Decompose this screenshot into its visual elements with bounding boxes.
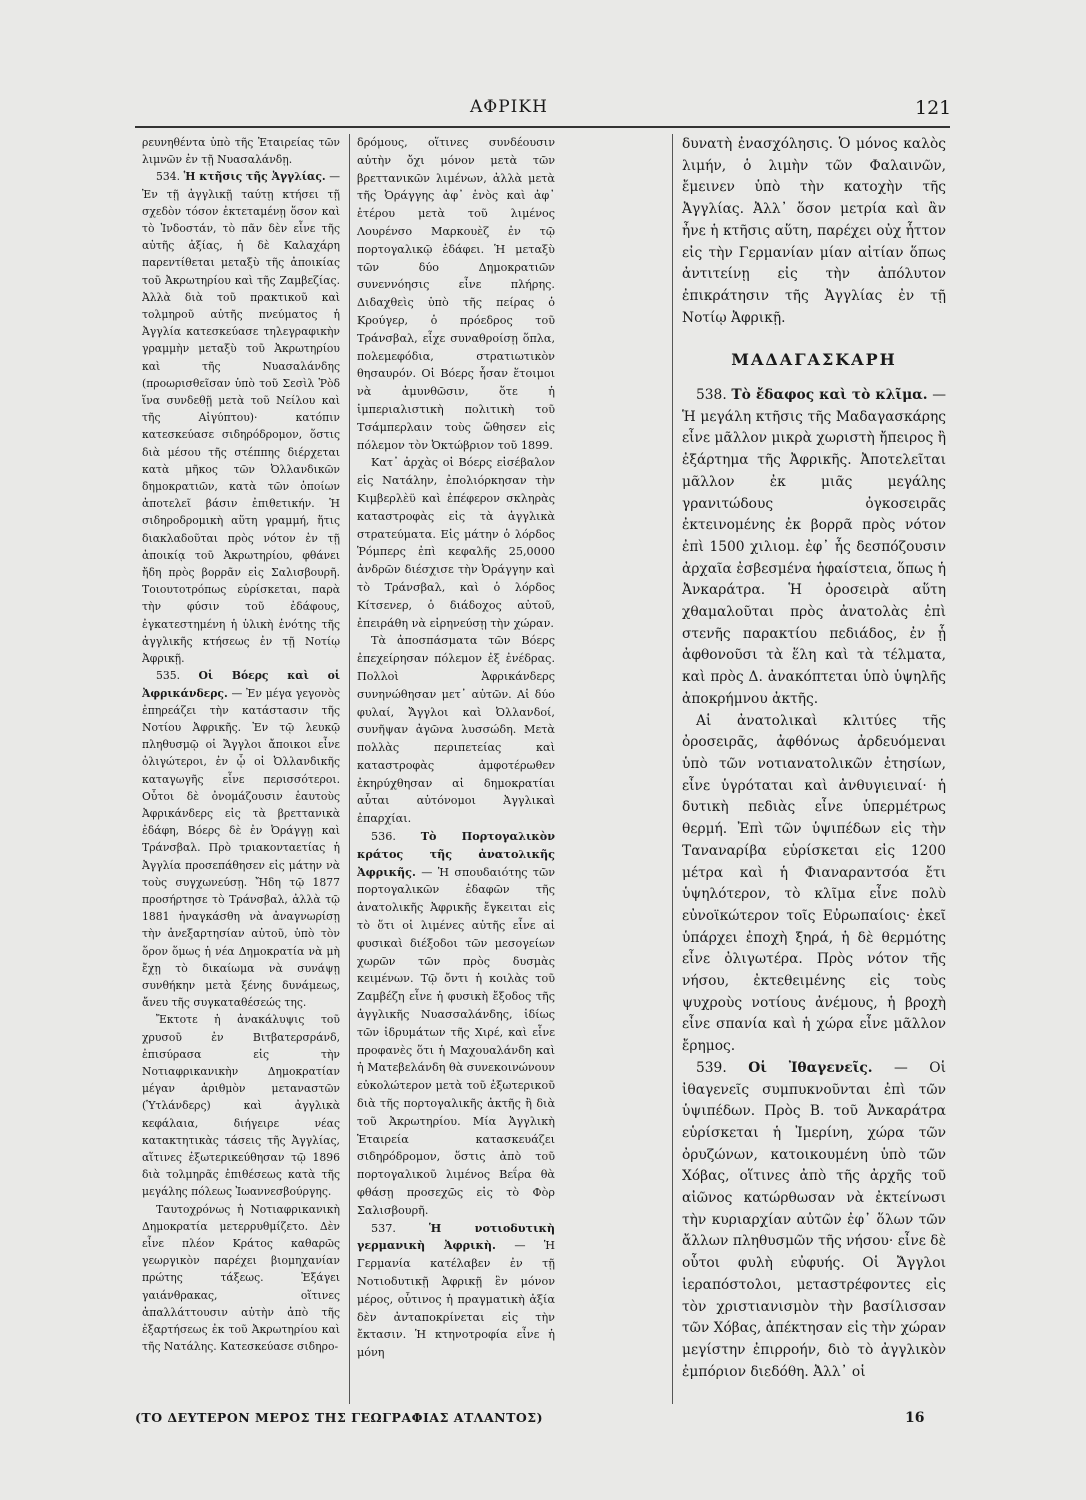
section-535 bbox=[142, 667, 340, 1011]
column-divider bbox=[349, 134, 350, 1404]
section-title: Ἡ κτῆσις τῆς Ἀγγλίας. bbox=[183, 170, 326, 184]
paragraph: Ἔκτοτε ἡ ἀνακάλυψις τοῦ χρυσοῦ ἐν Βιτβατερσράνδ, ἐπισύρασα εἰς τὴν Νοτιαφρικανικὴν Δημοκρατίαν μέγαν ἀριθμὸν μεταναστῶν (Ὑτλάνδερς) καὶ ἀγγλικὰ κεφάλαια, διήγειρε νέας κατακτητικὰς τάσεις τῆς Ἀγγλίας, αἵτινες ἐξωτερικεύθησαν τῷ 1896 διὰ τολμηρᾶς ἐπιθέσεως κατὰ τῆς μεγάλης πόλεως Ἰωαννεσβούργης. bbox=[142, 1013, 340, 1199]
running-head bbox=[0, 97, 1086, 123]
column-divider bbox=[672, 134, 673, 1404]
section-536 bbox=[357, 828, 555, 1220]
page-footer bbox=[135, 1410, 950, 1432]
paragraph: Αἱ ἀνατολικαὶ κλιτύες τῆς ὀροσειρᾶς, ἀφθόνως ἀρδευόμεναι ὑπὸ τῶν νοτιανατολικῶν ἐτησίων, εἶνε ὑγρόταται καὶ ἀνθυγιειναί· ἡ δυτικὴ πεδιὰς εἶνε ὑπερμέτρως θερμή. Ἐπὶ τῶν ὑψιπέδων εἰς τὴν Ταναναρίβα εὑρίσκεται εἰς 1200 μέτρα καὶ ἡ Φιαναραντσόα ἔτι ὑψηλότερον, τὸ κλῖμα εἶνε πολὺ εὐνοϊκώτερον τοῖς Εὐρωπαίοις· ἐκεῖ ὑπάρχει ἐποχὴ ξηρά, ἡ δὲ θερμότης εἶνε ὀλιγωτέρα. Πρὸς νότον τῆς νήσου, ἐκτεθειμένης εἰς τοὺς ψυχροὺς νοτίους ἀνέμους, ἡ βροχὴ εἶνε σπανία καὶ ἡ χώρα εἶνε μᾶλλον ἔρημος. bbox=[682, 712, 946, 1055]
section-text: — Ἐν τῇ ἀγγλικῇ ταύτῃ κτήσει τῇ σχεδὸν τόσον ἐκτεταμένῃ ὅσον καὶ τὸ Ἰνδοστάν, τὸ πᾶν δὲν εἶνε τῆς αὐτῆς ἀξίας, ἡ δὲ Καλαχάρη παρεντίθεται μεταξὺ τῆς ἀποικίας τοῦ Ἀκρωτηρίου καὶ τῆς Ζαμβεζίας. Ἀλλὰ διὰ τοῦ πρακτικοῦ καὶ τολμηροῦ αὐτῆς πνεύματος ἡ Ἀγγλία κατεσκεύασε τηλεγραφικὴν γραμμὴν μεταξὺ τοῦ Ἀκρωτηρίου καὶ τῆς Νυασαλάνδης (προωρισθεῖσαν ὑπὸ τοῦ Σεσὶλ Ῥὸδ ἵνα συνδεθῇ μετὰ τοῦ Νείλου καὶ τῆς Αἰγύπτου)· κατόπιν κατεσκεύασε σιδηρόδρομον, ὅστις διὰ μέσου τῆς στέππης διέρχεται κατὰ μῆκος τῶν Ὀλλανδικῶν δημοκρατιῶν, κατὰ τῶν ὁποίων ἀποτελεῖ βάσιν ἐπιθετικήν. Ἡ σιδηροδρομικὴ αὕτη γραμμή, ἥτις διακλαδοῦται πρὸς νότον ἐν τῇ ἀποικίᾳ τοῦ Ἀκρωτηρίου, φθάνει ἤδη πρὸς βορρᾶν εἰς Σαλισβουρῆ. Τοιουτοτρόπως εὑρίσκεται, παρὰ τὴν φύσιν τοῦ ἐδάφους, ἐγκατεστημένη ἡ ὑλικὴ ἑνότης τῆς ἀγγλικῆς κτήσεως ἐν τῇ Νοτίῳ Ἀφρικῇ. bbox=[142, 170, 340, 666]
section-text: — Ἡ σπουδαιότης τῶν πορτογαλικῶν ἐδαφῶν τῆς ἀνατολικῆς Ἀφρικῆς ἔγκειται εἰς τὸ ὅτι οἱ λιμένες αὐτῆς εἶνε αἱ φυσικαὶ διέξοδοι τῶν μεσογείων χωρῶν τῶν πρὸς δυσμὰς κειμένων. Τῷ ὄντι ἡ κοιλὰς τοῦ Ζαμβέζη εἶνε ἡ φυσικὴ ἔξοδος τῆς ἀγγλικῆς Νυασσαλάνδης, ἰδίως τῶν ἱδρυμάτων τῆς Χιρέ, καὶ εἶνε προφανὲς ὅτι ἡ Μαχουαλάνδη καὶ ἡ Ματεβελάνδη θὰ συνεκοινώνουν εὐκολώτερον μετὰ τοῦ ἐξωτερικοῦ διὰ τῆς πορτογαλικῆς ἀκτῆς ἢ διὰ τοῦ Ἀκρωτηρίου. Μία Ἀγγλικὴ Ἑταιρεία κατασκευάζει σιδηρόδρομον, ὅστις ἀπὸ τοῦ πορτογαλικοῦ λιμένος Βεΐρα θὰ φθάσῃ προσεχῶς εἰς τὸ Φὸρ Σαλισβουρῆ. bbox=[357, 865, 556, 1217]
section-number: 537. bbox=[371, 1221, 396, 1235]
signature-mark: 16 bbox=[905, 1410, 925, 1426]
section-title: Ἡ νοτιοδυτικὴ γερμανικὴ Ἀφρικὴ. bbox=[357, 1220, 555, 1253]
section-text: — Ἡ Γερμανία κατέλαβεν ἐν τῇ Νοτιοδυτικῇ Ἀφρικῇ ἓν μόνον μέρος, οὗτινος ἡ πραγματικὴ ἀξία δὲν ἀνταποκρίνεται εἰς τὴν ἔκτασιν. Ἡ κτηνοτροφία εἶνε ἡ μόνη bbox=[357, 1239, 555, 1360]
section-number: 538. bbox=[696, 387, 727, 404]
section-number: 539. bbox=[696, 1059, 727, 1076]
column-3 bbox=[682, 134, 946, 1383]
section-534 bbox=[142, 168, 340, 667]
paragraph: Ταυτοχρόνως ἡ Νοτιαφρικανικὴ Δημοκρατία μετερρυθμίζετο. Δὲν εἶνε πλέον Κράτος καθαρῶς γεωργικὸν παρέχει βιομηχανίαν πρώτης τάξεως. Ἐξάγει γαιάνθρακας, οἵτινες ἀπαλλάττουσιν αὐτὴν ἀπὸ τῆς ἐξαρτήσεως ἐκ τοῦ Ἀκρωτηρίου καὶ τῆς Νατάλης. Κατεσκεύασε σιδηρο- bbox=[142, 1202, 340, 1354]
footer-note: (ΤΟ ΔΕΥΤΕΡΟΝ ΜΕΡΟΣ ΤΗΣ ΓΕΩΓΡΑΦΙΑΣ ΑΤΛΑΝΤΟΣ) bbox=[135, 1410, 544, 1425]
section-title: Τὸ Πορτογαλικὸν κράτος τῆς ἀνατολικῆς Ἀφρικῆς. bbox=[357, 829, 555, 879]
running-title: ΑΦΡΙΚΗ bbox=[470, 97, 548, 117]
section-title: Οἱ Βόερς καὶ οἱ Ἀφρικάνδερς. bbox=[142, 669, 341, 700]
section-539 bbox=[682, 1058, 946, 1384]
section-text: — Ἡ μεγάλη κτῆσις τῆς Μαδαγασκάρης εἶνε μᾶλλον μικρὰ χωριστὴ ἤπειρος ἢ ἐξάρτημα τῆς Ἀφρικῆς. Ἀποτελεῖται μᾶλλον ἐκ μιᾶς μεγάλης γρανιτώδους ὀγκοσειρᾶς ἐκτεινομένης ἐκ βορρᾶ πρὸς νότον ἐπὶ 1500 χιλιομ. ἐφ᾽ ἧς δεσπόζουσιν ἀρχαῖα ἐσβεσμένα ἡφαίστεια, ὅπως ἡ Ἀνκαράτρα. Ἡ ὀροσειρὰ αὕτη χθαμαλοῦται πρὸς ἀνατολὰς ἐπὶ στενῆς παρακτίου πεδιάδος, ἐν ᾗ ἀφθονοῦσι τὰ ἕλη καὶ τὰ τέλματα, καὶ πρὸς Δ. ἀνακόπτεται ὑπὸ ὑψηλῆς ἀποκρήμνου ἀκτῆς. bbox=[682, 387, 947, 707]
column-2 bbox=[357, 134, 555, 1362]
chapter-subheading: ΜΑΔΑΓΑΣΚΑΡΗ bbox=[731, 350, 897, 370]
header-rule bbox=[135, 126, 950, 128]
page-number: 121 bbox=[915, 97, 952, 119]
paragraph: δυνατὴ ἐνασχόλησις. Ὁ μόνος καλὸς λιμήν, ὁ λιμὴν τῶν Φαλαινῶν, ἔμεινεν ὑπὸ τὴν κατοχὴν τῆς Ἀγγλίας. Ἀλλ᾽ ὅσον μετρία καὶ ἂν ἦνε ἡ κτῆσις αὕτη, παρέχει οὐχ ἧττον εἰς τὴν Γερμανίαν μίαν αἰτίαν ὅπως ἀντιτείνῃ εἰς τὴν ἀπόλυτον ἐπικράτησιν τῆς Ἀγγλίας ἐν τῇ Νοτίῳ Ἀφρικῇ. bbox=[682, 136, 946, 326]
paragraph: Τὰ ἀποσπάσματα τῶν Βόερς ἐπεχείρησαν πόλεμον ἐξ ἐνέδρας. Πολλοὶ Ἀφρικάνδερς συνηνώθησαν μετ᾽ αὐτῶν. Αἱ δύο φυλαί, Ἄγγλοι καὶ Ὀλλανδοί, συνῆψαν ἀγῶνα λυσσώδη. Μετὰ πολλὰς περιπετείας καὶ καταστροφὰς ἀμφοτέρωθεν ἐκηρύχθησαν αἱ δημοκρατίαι αὗται αὐτόνομοι Ἀγγλικαὶ ἐπαρχίαι. bbox=[357, 634, 555, 826]
column-1 bbox=[142, 134, 340, 1355]
section-number: 535. bbox=[156, 669, 181, 683]
section-538 bbox=[682, 385, 946, 711]
paragraph: ρευνηθέντα ὑπὸ τῆς Ἑταιρείας τῶν λιμνῶν ἐν τῇ Νυασαλάνδῃ. bbox=[142, 136, 340, 167]
section-number: 534. bbox=[156, 170, 181, 184]
section-number: 536. bbox=[371, 830, 396, 844]
section-title: Οἱ Ἰθαγενεῖς. bbox=[748, 1059, 873, 1076]
section-537 bbox=[357, 1220, 555, 1362]
paragraph: Κατ᾽ ἀρχὰς οἱ Βόερς εἰσέβαλον εἰς Νατάλην, ἐπολιόρκησαν τὴν Κιμβερλὲϋ καὶ ἐπέφερον σκληρὰς καταστροφὰς εἰς τὰ ἀγγλικὰ στρατεύματα. Εἰς μάτην ὁ λόρδος Ῥόμπερς ἐπὶ κεφαλῆς 25,0000 ἀνδρῶν διέσχισε τὴν Ὀράγγην καὶ τὸ Τράνσβαλ, καὶ ὁ λόρδος Κίτσενερ, ὁ διάδοχος αὐτοῦ, ἐπειράθη νὰ εἰρηνεύσῃ τὴν χώραν. bbox=[357, 456, 555, 630]
section-title: Τὸ ἔδαφος καὶ τὸ κλῖμα. bbox=[731, 387, 928, 404]
section-text: — Ἐν μέγα γεγονὸς ἐπηρεάζει τὴν κατάστασιν τῆς Νοτίου Ἀφρικῆς. Ἐν τῷ λευκῷ πληθυσμῷ οἱ Ἄγγλοι ἄποικοι εἶνε ὀλιγώτεροι, ἐν ᾧ οἱ Ὀλλανδικῆς καταγωγῆς εἶνε περισσότεροι. Οὗτοι δὲ ὀνομάζουσιν ἑαυτοὺς Ἀφρικάνδερς εἰς τὰ βρεττανικὰ ἐδάφη, Βόερς δὲ ἐν Ὀράγγῃ καὶ Τράνσβαλ. Πρὸ τριακονταετίας ἡ Ἀγγλία προσεπάθησεν εἰς μάτην νὰ τοὺς συγχωνεύσῃ. Ἤδη τῷ 1877 προσήρτησε τὸ Τράνσβαλ, ἀλλὰ τῷ 1881 ἠναγκάσθη νὰ ἀναγνωρίσῃ τὴν ἀνεξαρτησίαν αὐτοῦ, ὑπὸ τὸν ὅρον ὅμως ἡ νέα Δημοκρατία νὰ μὴ ἔχῃ τὸ δικαίωμα νὰ συνάψῃ συνθήκην μετὰ ξένης δυνάμεως, ἄνευ τῆς συγκαταθέσεώς της. bbox=[142, 686, 340, 1010]
section-text: — Οἱ ἰθαγενεῖς συμπυκνοῦνται ἐπὶ τῶν ὑψιπέδων. Πρὸς Β. τοῦ Ἀνκαράτρα εὑρίσκεται ἡ Ἰμερίνη, χώρα τῶν ὀρυζώνων, κατοικουμένη ὑπὸ τῶν Χόβας, οἵτινες ἀπὸ τῆς ἀρχῆς τοῦ αἰῶνος κατώρθωσαν νὰ ἐκτείνωσι τὴν κυριαρχίαν αὐτῶν ἐφ᾽ ὅλων τῶν ἄλλων πληθυσμῶν τῆς νήσου· εἶνε δὲ οὗτοι φυλὴ εὐφυής. Οἱ Ἄγγλοι ἱεραπόστολοι, μεταστρέφοντες εἰς τὸν χριστιανισμὸν τὴν βασίλισσαν τῶν Χόβας, ἀπέκτησαν εἰς τὴν χώραν μεγίστην ἐπιρροήν, διὸ τὸ ἀγγλικὸν ἐμπόριον διεδόθη. Ἀλλ᾽ οἱ bbox=[682, 1059, 946, 1380]
paragraph: δρόμους, οἵτινες συνδέουσιν αὐτὴν ὄχι μόνον μετὰ τῶν βρεττανικῶν λιμένων, ἀλλὰ μετὰ τῆς Ὀράγγης ἀφ᾽ ἑνὸς καὶ ἀφ᾽ ἑτέρου μετὰ τοῦ λιμένος Λουρένσο Μαρκουὲζ ἐν τῷ πορτογαλικῷ ἐδάφει. Ἡ μεταξὺ τῶν δύο Δημοκρατιῶν συνεννόησις εἶνε πλήρης. Διδαχθεὶς ὑπὸ τῆς πείρας ὁ Κρούγερ, ὁ πρόεδρος τοῦ Τράνσβαλ, εἶχε συναθροίσῃ ὅπλα, πολεμεφόδια, στρατιωτικὸν θησαυρόν. Οἱ Βόερς ἦσαν ἕτοιμοι νὰ ἀμυνθῶσιν, ὅτε ἡ ἰμπεριαλιστικὴ πολιτικὴ τοῦ Τσάμπερλαιν τοὺς ὤθησεν εἰς πόλεμον τὸν Ὀκτώβριον τοῦ 1899. bbox=[357, 136, 555, 452]
